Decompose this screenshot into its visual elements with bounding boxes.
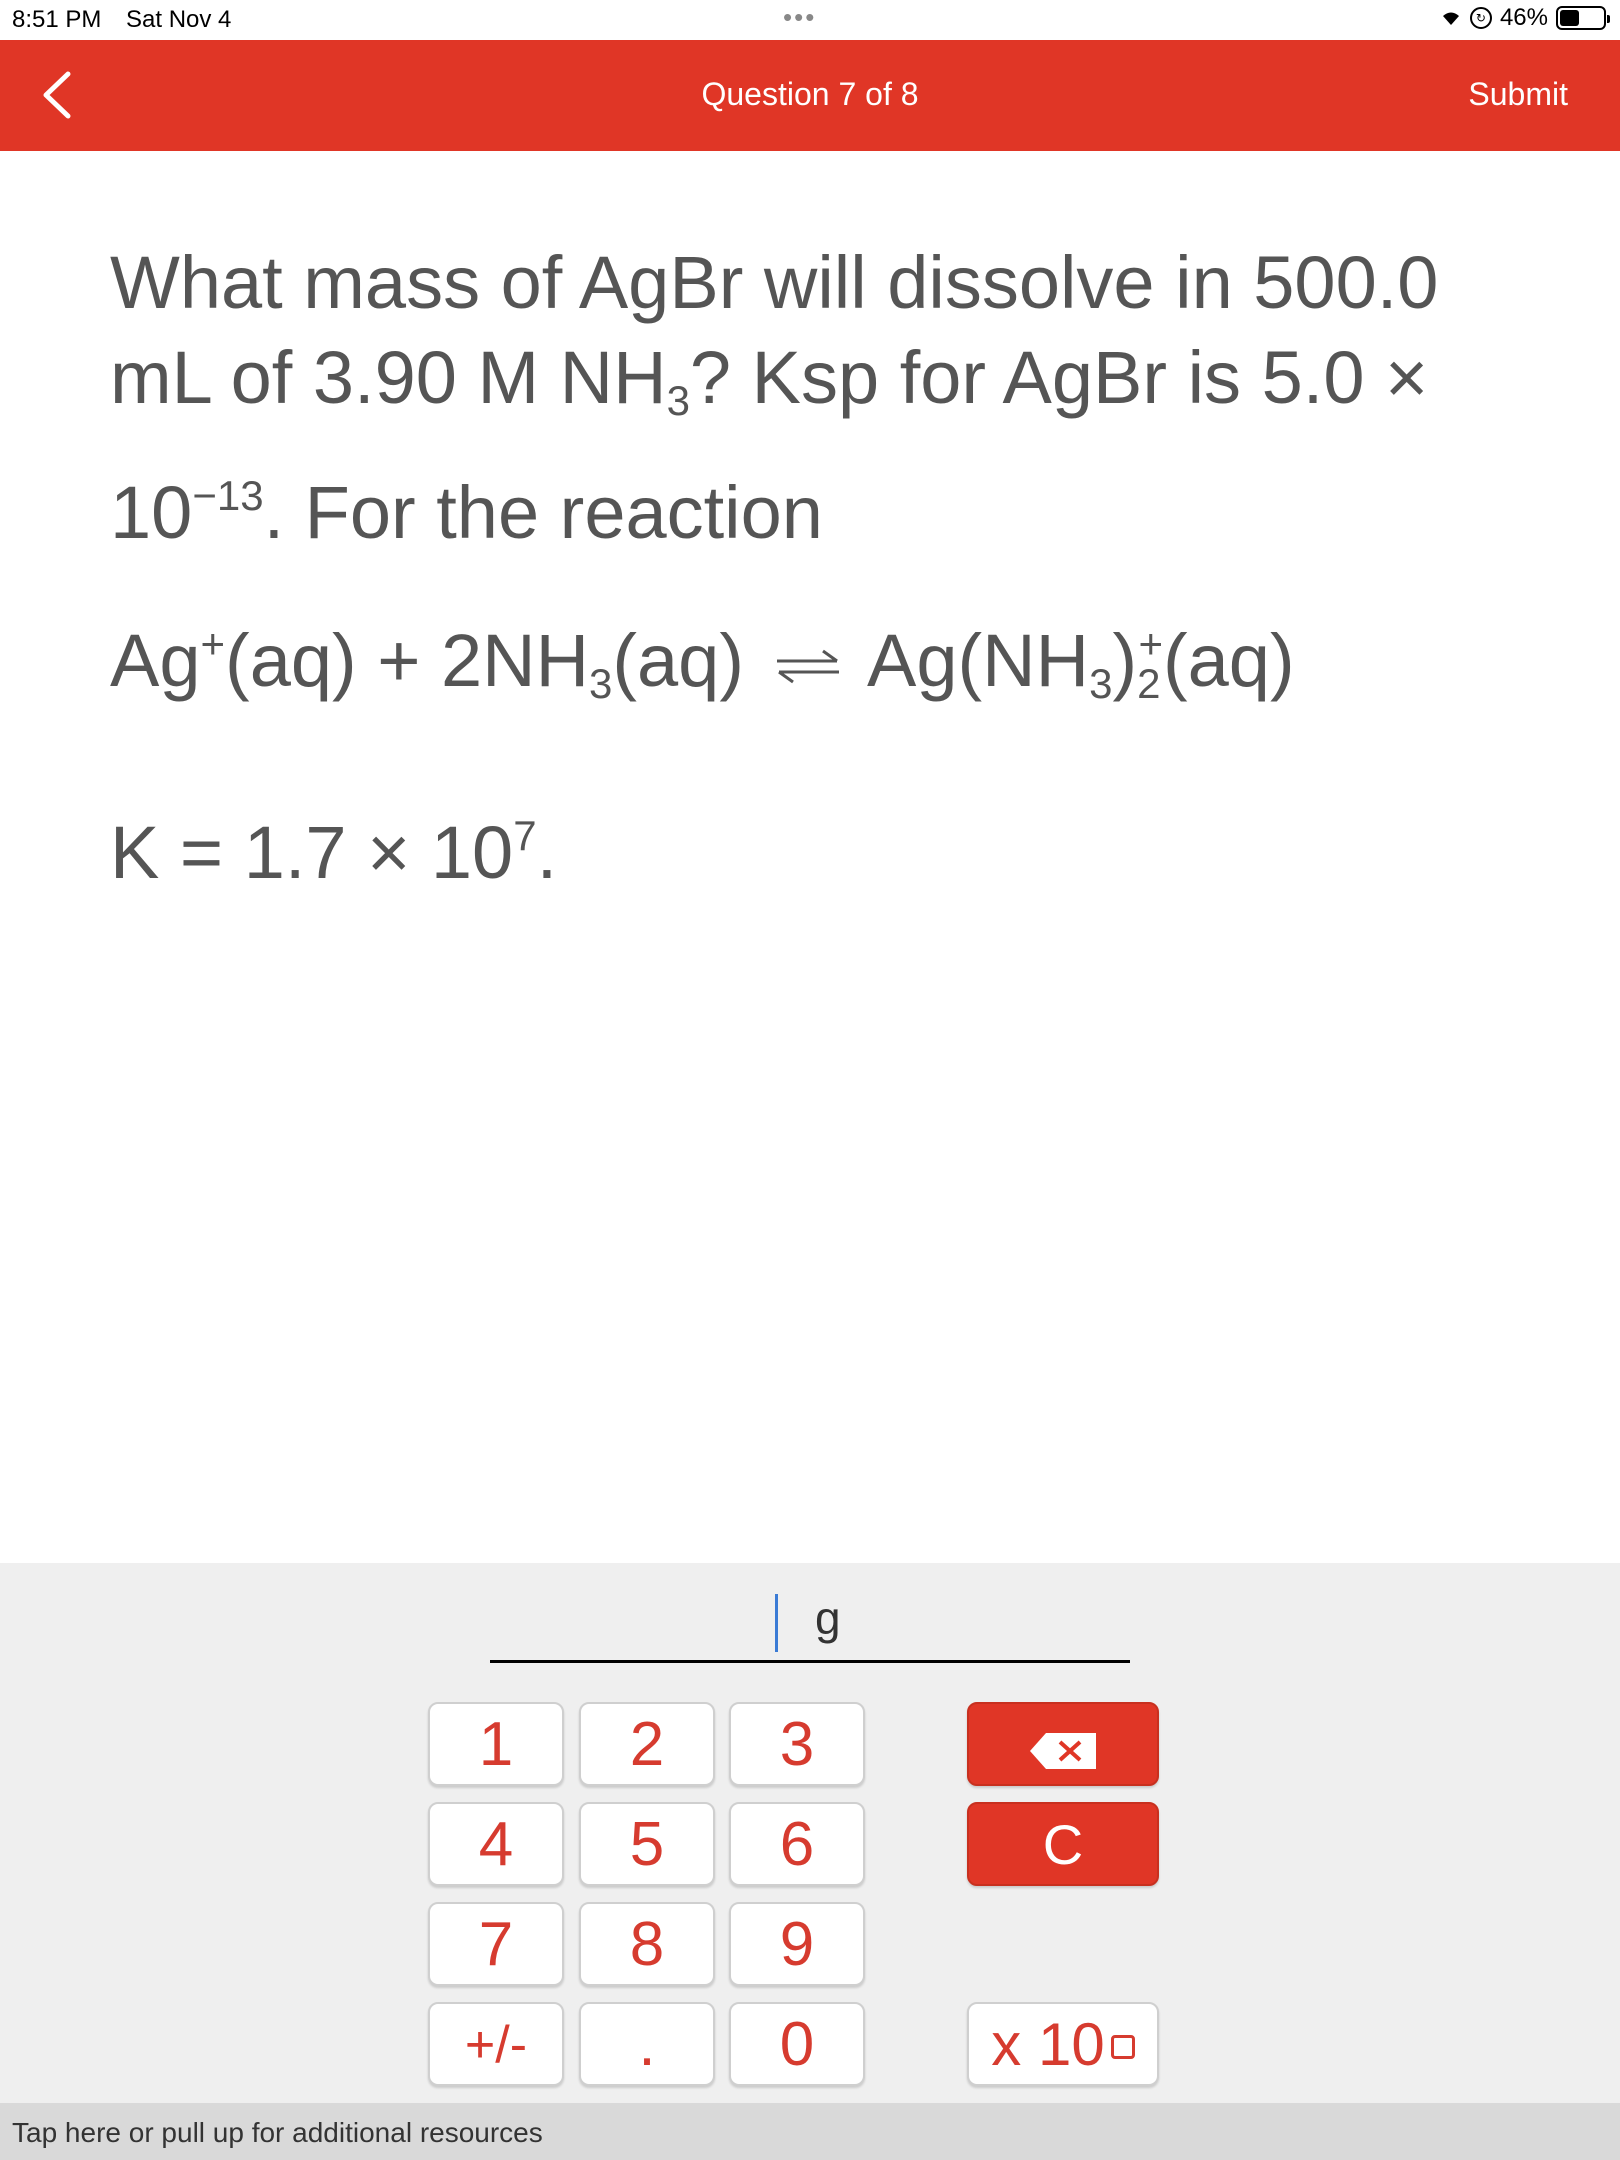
- resources-text: Tap here or pull up for additional resources: [12, 2117, 543, 2148]
- submit-button[interactable]: Submit: [1468, 76, 1568, 112]
- times-ten-button[interactable]: [967, 2002, 1159, 2086]
- battery-icon: [1556, 6, 1606, 30]
- eq-product-sub3: 3: [1089, 660, 1113, 707]
- times-ten-label: x 10: [991, 2011, 1105, 2078]
- battery-tip: [1607, 15, 1610, 23]
- resources-bar[interactable]: [0, 2103, 1620, 2160]
- eq-product-charge: +: [1138, 620, 1163, 667]
- exponent-box-icon: [1111, 2035, 1135, 2059]
- eq-aq2: (aq): [612, 619, 744, 702]
- eq-ag-charge: +: [200, 620, 226, 667]
- status-bar: [0, 0, 1620, 40]
- backspace-icon: [1028, 1731, 1098, 1771]
- key-0[interactable]: 0: [729, 2002, 865, 2086]
- answer-panel: [0, 1563, 1620, 2103]
- equilibrium-arrow-icon: [773, 646, 843, 686]
- eq-product-paren: ): [1112, 619, 1138, 702]
- answer-unit: g: [815, 1592, 841, 1644]
- eq-ag: Ag: [110, 619, 201, 702]
- question-text-part1: What mass of AgBr will dissolve in 500.0 mL of 3.90 M NH: [110, 241, 1439, 419]
- status-indicators: [1440, 4, 1606, 32]
- k-text: K = 1.7 × 10: [110, 811, 514, 894]
- key-3[interactable]: 3: [729, 1702, 865, 1786]
- question-exponent: −13: [192, 472, 264, 519]
- k-exponent: 7: [513, 812, 537, 859]
- k-end: .: [536, 811, 558, 894]
- answer-underline: [490, 1660, 1130, 1663]
- k-value: [110, 810, 557, 895]
- clear-button[interactable]: C: [967, 1802, 1159, 1886]
- key-2[interactable]: 2: [579, 1702, 715, 1786]
- key-6[interactable]: 6: [729, 1802, 865, 1886]
- key-9[interactable]: 9: [729, 1902, 865, 1986]
- question-nh3-subscript: 3: [666, 377, 690, 424]
- orientation-lock-icon: ↻: [1470, 7, 1492, 29]
- eq-aq3: (aq): [1162, 619, 1295, 702]
- key-7[interactable]: 7: [428, 1902, 564, 1986]
- reaction-equation: [110, 618, 1295, 708]
- page-title: Question 7 of 8: [701, 76, 919, 112]
- key-plus-minus[interactable]: +/-: [428, 2002, 564, 2086]
- question-text-part2: ? Ksp for AgBr is 5.0 × 10: [110, 336, 1429, 554]
- eq-nh3-sub: 3: [589, 660, 613, 707]
- text-cursor: [775, 1594, 778, 1652]
- eq-product-sub2: 2: [1137, 660, 1161, 707]
- key-8[interactable]: 8: [579, 1902, 715, 1986]
- key-4[interactable]: 4: [428, 1802, 564, 1886]
- eq-aq1: (aq) + 2NH: [225, 619, 590, 702]
- battery-percent: 46%: [1499, 4, 1548, 31]
- status-date: Sat Nov 4: [126, 6, 232, 33]
- key-1[interactable]: 1: [428, 1702, 564, 1786]
- key-5[interactable]: 5: [579, 1802, 715, 1886]
- question-header: [0, 40, 1620, 151]
- battery-fill: [1560, 10, 1579, 26]
- eq-product: Ag(NH: [867, 619, 1090, 702]
- backspace-button[interactable]: [967, 1702, 1159, 1786]
- multitasking-dots[interactable]: •••: [783, 2, 817, 32]
- answer-input[interactable]: [490, 1591, 770, 1653]
- question-text: [110, 235, 1530, 560]
- status-time: 8:51 PM: [12, 6, 102, 33]
- question-text-part3: . For the reaction: [263, 471, 823, 554]
- wifi-icon: [1440, 10, 1462, 26]
- key-decimal[interactable]: .: [579, 2002, 715, 2086]
